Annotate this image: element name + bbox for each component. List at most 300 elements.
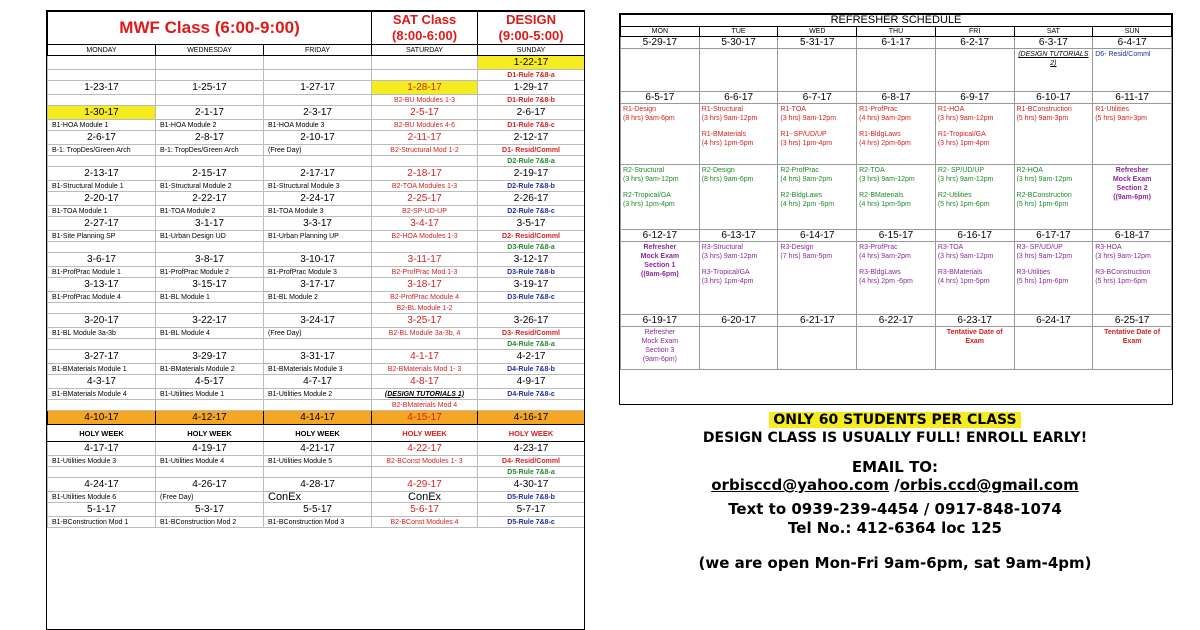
schedule-entry: B1-BMaterials Module 1 xyxy=(48,364,156,375)
schedule-date: 1-29-17 xyxy=(478,81,585,95)
refresher-entry: (3 hrs) 9am-12pm xyxy=(937,115,994,122)
refresher-entry: R2- SP/UD/UP xyxy=(937,167,985,174)
schedule-entry xyxy=(156,70,264,81)
schedule-entry xyxy=(264,95,372,106)
refresher-cell xyxy=(621,49,700,92)
schedule-date: 3-13-17 xyxy=(48,278,156,292)
email-link-gmail[interactable]: orbis.ccd@gmail.com xyxy=(899,476,1079,494)
refresher-entry: R2-Structural xyxy=(623,167,665,174)
schedule-date: 2-15-17 xyxy=(156,167,264,181)
refresher-cell xyxy=(935,165,1014,230)
schedule-entry: D2-Rule 7&8-c xyxy=(478,206,585,217)
refresher-cell xyxy=(778,327,857,370)
schedule-date: 5-1-17 xyxy=(48,503,156,517)
refresher-entry: (DESIGN TUTORIALS 2) xyxy=(1018,51,1089,67)
schedule-entry: B1-HOA Module 2 xyxy=(156,120,264,131)
refresher-entry: (4 hrs) 1pm-5pm xyxy=(937,278,990,285)
schedule-entry: B1-BConstruction Mod 1 xyxy=(48,517,156,528)
schedule-entry: D2-Rule 7&8-b xyxy=(478,181,585,192)
refresher-cell xyxy=(699,242,778,315)
day-header: MONDAY xyxy=(48,45,156,56)
refresher-entry: R3- SP/UD/UP xyxy=(1016,244,1063,251)
schedule-date xyxy=(372,56,478,70)
schedule-date: 2-17-17 xyxy=(264,167,372,181)
refresher-entry: Section 1 xyxy=(644,262,676,269)
refresher-date: 6-4-17 xyxy=(1093,37,1172,49)
refresher-entry: (3 hrs) 1pm-4pm xyxy=(780,140,833,147)
refresher-entry: (3 hrs) 9am-12pm xyxy=(780,115,837,122)
refresher-entry: (4 hrs) 2pm -6pm xyxy=(859,278,913,285)
refresher-entry: R1-Utilities xyxy=(1095,106,1130,113)
schedule-date: 5-7-17 xyxy=(478,503,585,517)
schedule-date: 5-3-17 xyxy=(156,503,264,517)
refresher-entry: R3-TOA xyxy=(937,244,964,251)
schedule-date: 4-17-17 xyxy=(48,442,156,456)
schedule-entry: B2-TOA Modules 1-3 xyxy=(372,181,478,192)
refresher-entry: R3-BldgLaws xyxy=(859,269,901,276)
refresher-cell xyxy=(1014,165,1093,230)
schedule-entry: D1- Resid/Comml xyxy=(478,145,585,156)
refresher-cell xyxy=(699,104,778,165)
refresher-entry: (5 hrs) 1pm-6pm xyxy=(937,201,990,208)
schedule-date: 4-1-17 xyxy=(372,350,478,364)
refresher-date: 6-5-17 xyxy=(621,92,700,104)
schedule-date: 3-22-17 xyxy=(156,314,264,328)
refresher-entry: (3 hrs) 9am-12pm xyxy=(937,253,994,260)
refresher-date: 6-3-17 xyxy=(1014,37,1093,49)
schedule-date xyxy=(264,56,372,70)
refresher-date: 6-13-17 xyxy=(699,230,778,242)
schedule-date: 4-26-17 xyxy=(156,478,264,492)
sat-class-header: SAT Class (8:00-6:00) xyxy=(372,12,478,45)
schedule-entry: (DESIGN TUTORIALS 1) xyxy=(372,389,478,400)
day-header: FRI xyxy=(935,27,1014,37)
refresher-cell xyxy=(778,242,857,315)
schedule-date: 2-19-17 xyxy=(478,167,585,181)
refresher-cell xyxy=(857,104,936,165)
schedule-date: 3-5-17 xyxy=(478,217,585,231)
schedule-date: 4-9-17 xyxy=(478,375,585,389)
schedule-entry: B1-HOA Module 1 xyxy=(48,120,156,131)
schedule-entry xyxy=(156,467,264,478)
schedule-entry: D3-Rule 7&8-b xyxy=(478,267,585,278)
schedule-entry: D3-Rule 7&8-c xyxy=(478,292,585,303)
schedule-date: 4-29-17 xyxy=(372,478,478,492)
refresher-cell xyxy=(1014,49,1093,92)
schedule-date: 4-19-17 xyxy=(156,442,264,456)
schedule-entry: B1-BMaterials Module 3 xyxy=(264,364,372,375)
refresher-entry: R2-BldgLaws xyxy=(780,192,823,199)
refresher-entry: R3-BMaterials xyxy=(937,269,983,276)
refresher-entry: Mock Exam xyxy=(1112,176,1152,183)
schedule-entry: B1-TOA Module 3 xyxy=(264,206,372,217)
office-hours: (we are open Mon-Fri 9am-6pm, sat 9am-4pm) xyxy=(698,554,1092,572)
design-class-header: DESIGN (9:00-5:00) xyxy=(478,12,585,45)
refresher-entry: R2-Utilities xyxy=(937,192,972,199)
schedule-entry xyxy=(372,339,478,350)
refresher-entry: (3 hrs) 9am-12pm xyxy=(1095,253,1151,260)
day-header: TUE xyxy=(699,27,778,37)
refresher-entry: R1-BldgLaws xyxy=(859,131,901,138)
refresher-entry: (8 hrs) 9am-6pm xyxy=(623,115,675,122)
schedule-date: 3-17-17 xyxy=(264,278,372,292)
schedule-entry: B2-BL Module 3a-3b, 4 xyxy=(372,328,478,339)
schedule-entry: B2-BConst Modules 1- 3 xyxy=(372,456,478,467)
schedule-entry xyxy=(48,70,156,81)
schedule-entry: D1-Rule 7&8-a xyxy=(478,70,585,81)
schedule-date: 2-11-17 xyxy=(372,131,478,145)
schedule-date: 3-24-17 xyxy=(264,314,372,328)
schedule-date: 1-30-17 xyxy=(48,106,156,120)
schedule-date: 1-22-17 xyxy=(478,56,585,70)
schedule-date: 3-31-17 xyxy=(264,350,372,364)
refresher-date: 6-7-17 xyxy=(778,92,857,104)
schedule-entry xyxy=(48,156,156,167)
schedule-entry: B1-Urban Design UD xyxy=(156,231,264,242)
schedule-entry xyxy=(372,242,478,253)
schedule-date: 3-26-17 xyxy=(478,314,585,328)
schedule-entry xyxy=(478,303,585,314)
schedule-date: 5-5-17 xyxy=(264,503,372,517)
schedule-date: 4-23-17 xyxy=(478,442,585,456)
schedule-date: 4-21-17 xyxy=(264,442,372,456)
schedule-entry xyxy=(372,156,478,167)
refresher-cell xyxy=(1014,242,1093,315)
schedule-date: 1-25-17 xyxy=(156,81,264,95)
refresher-entry: R3-HOA xyxy=(1095,244,1122,251)
schedule-entry xyxy=(156,242,264,253)
refresher-entry: R1-TOA xyxy=(780,106,806,113)
refresher-entry: (3 hrs) 9am-12pm xyxy=(701,253,758,260)
schedule-date: 3-1-17 xyxy=(156,217,264,231)
refresher-cell xyxy=(778,165,857,230)
refresher-date: 6-14-17 xyxy=(778,230,857,242)
day-header: SAT xyxy=(1014,27,1093,37)
day-header: SATURDAY xyxy=(372,45,478,56)
telephone: Tel No.: 412-6364 loc 125 xyxy=(788,519,1002,537)
refresher-entry: ((9am-6pm) xyxy=(1113,194,1151,201)
refresher-entry: (3 hrs) 9am-12pm xyxy=(859,176,915,183)
capacity-notice: ONLY 60 STUDENTS PER CLASS xyxy=(600,412,1190,429)
day-header: SUNDAY xyxy=(478,45,585,56)
schedule-entry: HOLY WEEK xyxy=(264,425,372,442)
schedule-entry xyxy=(156,400,264,411)
refresher-entry: Refresher xyxy=(644,329,676,336)
refresher-entry: (3 hrs) 9am-12pm xyxy=(1016,253,1073,260)
refresher-cell xyxy=(857,327,936,370)
refresher-entry: (4 hrs) 2pm-6pm xyxy=(859,140,911,147)
schedule-entry: B1-BMaterials Module 2 xyxy=(156,364,264,375)
schedule-entry: B1-ProfPrac Module 4 xyxy=(48,292,156,303)
info-block xyxy=(600,412,1190,573)
schedule-date: 3-4-17 xyxy=(372,217,478,231)
refresher-date: 6-2-17 xyxy=(935,37,1014,49)
schedule-date xyxy=(156,56,264,70)
schedule-entry: B1-BL Module 2 xyxy=(264,292,372,303)
schedule-entry: D4-Rule 7&8-a xyxy=(478,339,585,350)
schedule-entry: B1-TOA Module 2 xyxy=(156,206,264,217)
refresher-entry: (5 hrs) 1pm-6pm xyxy=(1095,278,1147,285)
schedule-entry: B1-ProfPrac Module 3 xyxy=(264,267,372,278)
refresher-date: 6-21-17 xyxy=(778,315,857,327)
refresher-date: 6-10-17 xyxy=(1014,92,1093,104)
schedule-date: 4-2-17 xyxy=(478,350,585,364)
refresher-entry: R2-Design xyxy=(701,167,735,174)
refresher-entry: R2-BConstruction xyxy=(1016,192,1072,199)
schedule-date: 4-14-17 xyxy=(264,411,372,425)
refresher-date: 6-19-17 xyxy=(621,315,700,327)
schedule-entry: D5-Rule 7&8-a xyxy=(478,467,585,478)
schedule-entry: B1-Structural Module 1 xyxy=(48,181,156,192)
schedule-date: 1-28-17 xyxy=(372,81,478,95)
refresher-date: 6-24-17 xyxy=(1014,315,1093,327)
schedule-date: 2-25-17 xyxy=(372,192,478,206)
refresher-entry: Section 3 xyxy=(645,347,675,354)
refresher-entry: R1-Design xyxy=(623,106,657,113)
refresher-cell xyxy=(857,165,936,230)
schedule-entry: B1-Utilities Module 4 xyxy=(156,456,264,467)
schedule-date: 2-18-17 xyxy=(372,167,478,181)
schedule-entry xyxy=(478,400,585,411)
schedule-date: 3-12-17 xyxy=(478,253,585,267)
refresher-entry: Refresher xyxy=(1115,167,1149,174)
schedule-date: 2-22-17 xyxy=(156,192,264,206)
schedule-entry: B1-ProfPrac Module 1 xyxy=(48,267,156,278)
refresher-entry: Tentative Date of xyxy=(946,329,1003,336)
refresher-date: 6-11-17 xyxy=(1093,92,1172,104)
refresher-cell xyxy=(621,327,700,370)
schedule-date: 2-6-17 xyxy=(48,131,156,145)
refresher-entry: R3-Tropical/GA xyxy=(701,269,750,276)
refresher-entry: (4 hrs) 9am-2pm xyxy=(859,253,911,260)
schedule-date: 3-20-17 xyxy=(48,314,156,328)
schedule-entry: D3- Resid/Comml xyxy=(478,328,585,339)
refresher-entry: Refresher xyxy=(643,244,677,251)
schedule-date: 3-8-17 xyxy=(156,253,264,267)
refresher-date: 5-29-17 xyxy=(621,37,700,49)
schedule-entry xyxy=(48,242,156,253)
refresher-entry: R1-Structural xyxy=(701,106,743,113)
schedule-entry xyxy=(156,339,264,350)
schedule-entry: (Free Day) xyxy=(264,328,372,339)
schedule-entry xyxy=(264,70,372,81)
schedule-entry: HOLY WEEK xyxy=(478,425,585,442)
schedule-entry xyxy=(372,70,478,81)
email-label: EMAIL TO: xyxy=(851,458,939,476)
refresher-entry: R1-BMaterials xyxy=(701,131,747,138)
schedule-date: 2-12-17 xyxy=(478,131,585,145)
refresher-date: 6-1-17 xyxy=(857,37,936,49)
refresher-entry: (3 hrs) 9am-12pm xyxy=(1016,176,1073,183)
refresher-cell xyxy=(1014,327,1093,370)
schedule-date: 4-22-17 xyxy=(372,442,478,456)
refresher-date: 6-25-17 xyxy=(1093,315,1172,327)
text-numbers: Text to 0939-239-4454 / 0917-848-1074 xyxy=(728,500,1062,518)
schedule-date: 3-6-17 xyxy=(48,253,156,267)
refresher-cell xyxy=(699,165,778,230)
day-header: WED xyxy=(778,27,857,37)
schedule-entry xyxy=(264,242,372,253)
refresher-schedule-table xyxy=(619,13,1173,405)
schedule-date: 2-20-17 xyxy=(48,192,156,206)
schedule-date: 5-6-17 xyxy=(372,503,478,517)
schedule-date: 2-1-17 xyxy=(156,106,264,120)
refresher-entry: (5 hrs) 9am-3pm xyxy=(1095,115,1147,122)
refresher-cell xyxy=(935,104,1014,165)
schedule-entry: D1-Rule 7&8-c xyxy=(478,120,585,131)
schedule-date: 4-8-17 xyxy=(372,375,478,389)
day-header: FRIDAY xyxy=(264,45,372,56)
schedule-date: 2-27-17 xyxy=(48,217,156,231)
refresher-entry: D6- Resid/Comml xyxy=(1095,51,1151,58)
schedule-date: 3-18-17 xyxy=(372,278,478,292)
refresher-cell xyxy=(1093,165,1172,230)
refresher-date: 6-23-17 xyxy=(935,315,1014,327)
schedule-entry: B-1: TropDes/Green Arch xyxy=(48,145,156,156)
refresher-entry: (8 hrs) 9am-6pm xyxy=(701,176,754,183)
schedule-entry: B1-Structural Module 3 xyxy=(264,181,372,192)
refresher-entry: R2-ProfPrac xyxy=(780,167,819,174)
schedule-entry: HOLY WEEK xyxy=(156,425,264,442)
schedule-entry: (Free Day) xyxy=(156,492,264,503)
schedule-entry: (Free Day) xyxy=(264,145,372,156)
refresher-date: 6-6-17 xyxy=(699,92,778,104)
refresher-cell xyxy=(1093,327,1172,370)
refresher-date: 6-18-17 xyxy=(1093,230,1172,242)
schedule-date: 2-8-17 xyxy=(156,131,264,145)
day-header: SUN xyxy=(1093,27,1172,37)
day-header: MON xyxy=(621,27,700,37)
schedule-entry: B1-ProfPrac Module 2 xyxy=(156,267,264,278)
refresher-cell xyxy=(778,49,857,92)
schedule-entry xyxy=(156,303,264,314)
schedule-entry: HOLY WEEK xyxy=(48,425,156,442)
refresher-entry: (4 hrs) 9am-2pm xyxy=(859,115,911,122)
refresher-entry: ((9am-6pm) xyxy=(640,271,679,278)
email-link-yahoo[interactable]: orbisccd@yahoo.com xyxy=(711,476,889,494)
schedule-entry xyxy=(264,400,372,411)
refresher-entry: (3 hrs) 9am-12pm xyxy=(937,176,994,183)
refresher-date: 6-20-17 xyxy=(699,315,778,327)
schedule-entry: B1-Urban Planning UP xyxy=(264,231,372,242)
schedule-entry: D5-Rule 7&8-c xyxy=(478,517,585,528)
schedule-date: 3-10-17 xyxy=(264,253,372,267)
refresher-date: 6-16-17 xyxy=(935,230,1014,242)
refresher-entry: R2-TOA xyxy=(859,167,885,174)
schedule-entry: B2-BU Modules 4-6 xyxy=(372,120,478,131)
schedule-entry: B2-Structural Mod 1-2 xyxy=(372,145,478,156)
schedule-entry: D1-Rule 7&8-b xyxy=(478,95,585,106)
refresher-entry: (5 hrs) 1pm-6pm xyxy=(1016,278,1069,285)
refresher-entry: (4 hrs) 2pm -6pm xyxy=(780,201,835,208)
schedule-date: 3-19-17 xyxy=(478,278,585,292)
schedule-entry xyxy=(156,95,264,106)
schedule-date: 2-26-17 xyxy=(478,192,585,206)
schedule-entry: B1-BL Module 3a-3b xyxy=(48,328,156,339)
schedule-entry: D4- Resid/Comml xyxy=(478,456,585,467)
refresher-entry: R2-HOA xyxy=(1016,167,1043,174)
refresher-cell xyxy=(1014,104,1093,165)
refresher-entry: (3 hrs) 1pm-4pm xyxy=(623,201,675,208)
refresher-cell xyxy=(1093,104,1172,165)
schedule-entry xyxy=(156,156,264,167)
schedule-date: 4-10-17 xyxy=(48,411,156,425)
schedule-date xyxy=(48,56,156,70)
refresher-date: 6-15-17 xyxy=(857,230,936,242)
schedule-date: 2-24-17 xyxy=(264,192,372,206)
schedule-entry xyxy=(264,156,372,167)
schedule-entry xyxy=(372,467,478,478)
refresher-entry: R1-ProfPrac xyxy=(859,106,898,113)
refresher-entry: (4 hrs) 1pm-5pm xyxy=(701,140,754,147)
refresher-entry: (9am-6pm) xyxy=(642,356,677,363)
refresher-cell xyxy=(1093,242,1172,315)
schedule-entry: B2-BMaterials Mod 1- 3 xyxy=(372,364,478,375)
schedule-date: 2-6-17 xyxy=(478,106,585,120)
schedule-entry: D4-Rule 7&8-c xyxy=(478,389,585,400)
schedule-entry: B1-Structural Module 2 xyxy=(156,181,264,192)
schedule-entry xyxy=(264,303,372,314)
refresher-cell xyxy=(857,242,936,315)
refresher-cell xyxy=(778,104,857,165)
refresher-cell xyxy=(699,327,778,370)
schedule-date: 4-15-17 xyxy=(372,411,478,425)
schedule-date: 3-3-17 xyxy=(264,217,372,231)
schedule-entry xyxy=(48,303,156,314)
refresher-entry: (3 hrs) 9am-12pm xyxy=(623,176,679,183)
schedule-entry: B2-HOA Modules 1-3 xyxy=(372,231,478,242)
schedule-date: 4-16-17 xyxy=(478,411,585,425)
schedule-date: 1-27-17 xyxy=(264,81,372,95)
refresher-entry: (3 hrs) 9am-12pm xyxy=(701,115,758,122)
refresher-entry: Exam xyxy=(965,338,984,345)
class-schedule-table xyxy=(46,10,585,630)
schedule-entry: B2-SP-UD-UP xyxy=(372,206,478,217)
schedule-entry: D3-Rule 7&8-a xyxy=(478,242,585,253)
refresher-cell xyxy=(935,327,1014,370)
schedule-date: 4-12-17 xyxy=(156,411,264,425)
refresher-entry: Exam xyxy=(1122,338,1142,345)
schedule-entry: B1-Utilities Module 6 xyxy=(48,492,156,503)
schedule-date: 2-5-17 xyxy=(372,106,478,120)
refresher-entry: R3-BConstruction xyxy=(1095,269,1151,276)
schedule-date: 4-5-17 xyxy=(156,375,264,389)
schedule-entry: B1-TOA Module 1 xyxy=(48,206,156,217)
refresher-date: 5-31-17 xyxy=(778,37,857,49)
schedule-entry: HOLY WEEK xyxy=(372,425,478,442)
refresher-cell xyxy=(935,49,1014,92)
refresher-entry: R2-Tropical/GA xyxy=(623,192,671,199)
refresher-date: 6-9-17 xyxy=(935,92,1014,104)
schedule-entry: B1-BL Module 1 xyxy=(156,292,264,303)
refresher-title: REFRESHER SCHEDULE xyxy=(621,15,1172,27)
schedule-entry xyxy=(264,339,372,350)
schedule-entry: ConEx xyxy=(264,492,372,503)
schedule-date: 4-30-17 xyxy=(478,478,585,492)
design-class-notice: DESIGN CLASS IS USUALLY FULL! ENROLL EARLY! xyxy=(702,430,1088,446)
schedule-date: 3-29-17 xyxy=(156,350,264,364)
refresher-entry: R1-BConstruction xyxy=(1016,106,1072,113)
refresher-entry: (5 hrs) 9am-3pm xyxy=(1016,115,1069,122)
refresher-cell xyxy=(621,242,700,315)
refresher-entry: R3-Design xyxy=(780,244,814,251)
schedule-entry: B1-HOA Module 3 xyxy=(264,120,372,131)
refresher-entry: R1- SP/UD/UP xyxy=(780,131,827,138)
refresher-cell xyxy=(857,49,936,92)
refresher-entry: R3-Utilities xyxy=(1016,269,1051,276)
schedule-entry xyxy=(48,467,156,478)
schedule-entry: ConEx xyxy=(372,492,478,503)
